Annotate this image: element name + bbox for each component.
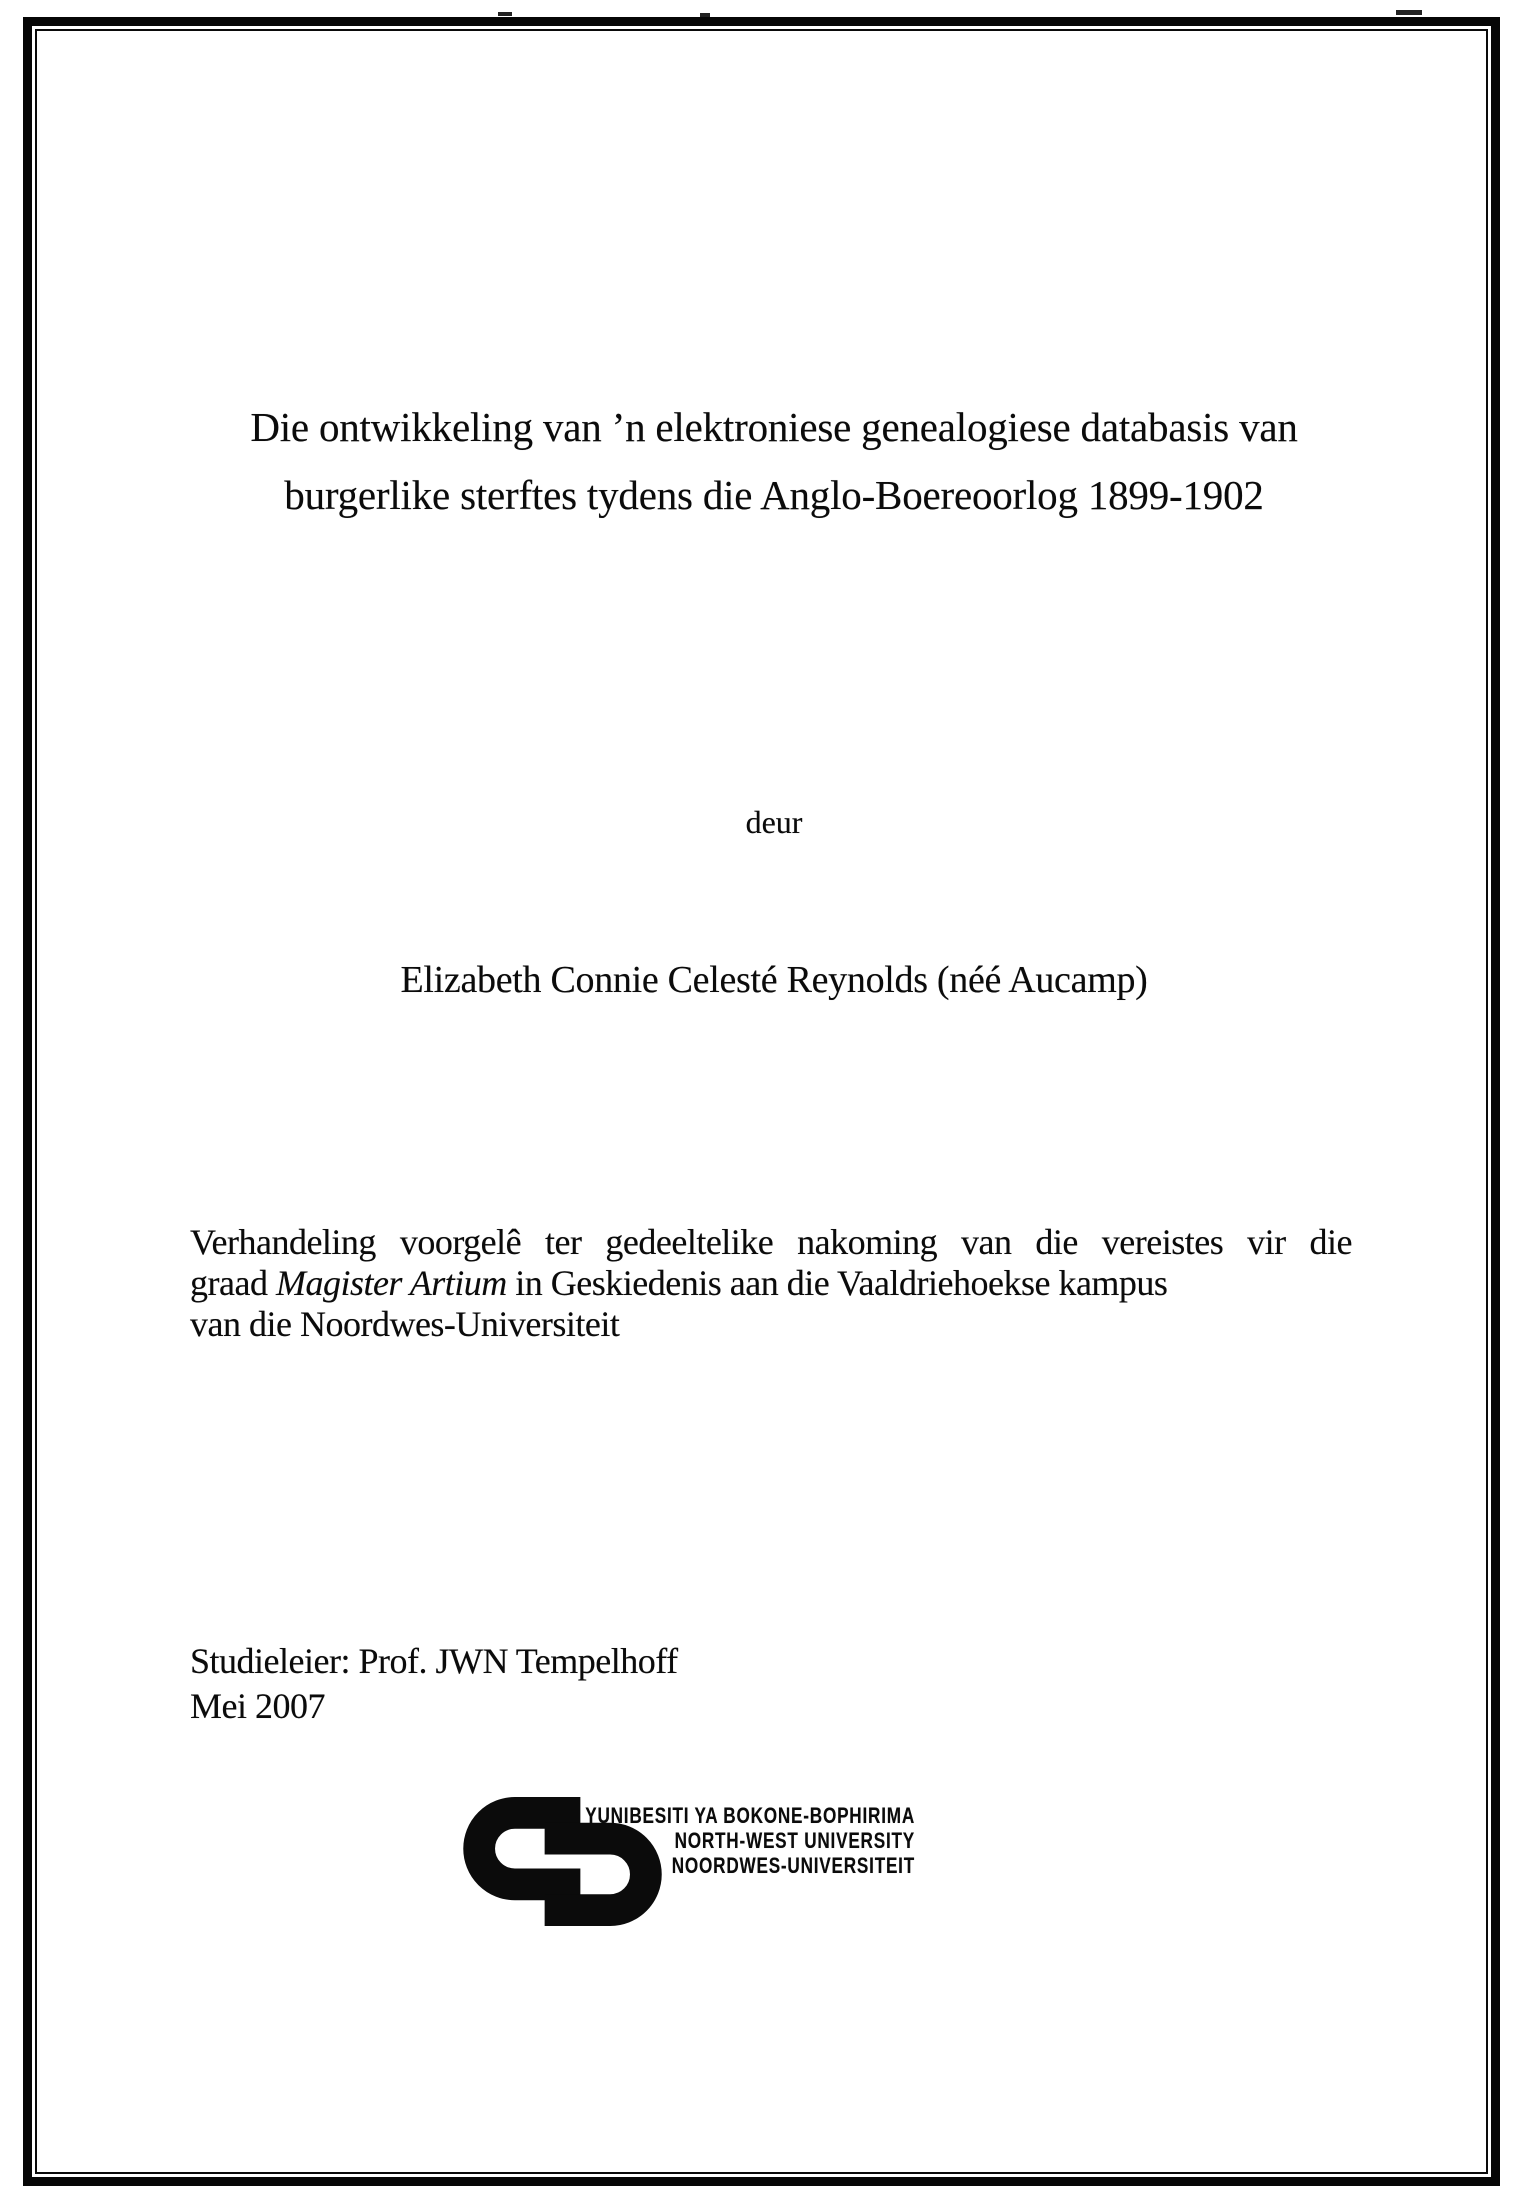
- logo-text-line-afrikaans: NOORDWES-UNIVERSITEIT: [671, 1853, 915, 1878]
- thesis-title-line-1: Die ontwikkeling van ’n elektroniese genealogiese databasis van: [250, 404, 1298, 450]
- degree-statement-line-1: Verhandeling voorgelê ter gedeeltelike nakoming van die vereistes vir die: [190, 1222, 1352, 1262]
- logo-text-line-setswana: YUNIBESITI YA BOKONE-BOPHIRIMA: [585, 1803, 915, 1828]
- author-name: Elizabeth Connie Celesté Reynolds (néé Aucamp): [400, 959, 1148, 1001]
- scan-artifact: [1396, 10, 1422, 15]
- supervisor-block: [190, 1639, 678, 1729]
- degree-statement-line2-post: in Geskiedenis aan die Vaaldriehoekse kampus: [506, 1263, 1168, 1303]
- byline-deur: deur: [745, 804, 803, 840]
- degree-statement-line2-pre: graad: [190, 1263, 276, 1303]
- logo-text-line-english: NORTH-WEST UNIVERSITY: [674, 1828, 915, 1853]
- thesis-title-line-2: burgerlike sterftes tydens die Anglo-Boereoorlog 1899-1902: [284, 472, 1264, 518]
- scan-artifact: [498, 12, 512, 16]
- university-logo: [463, 1797, 933, 1937]
- degree-statement-line-2: [190, 1263, 1352, 1304]
- degree-name-italic: Magister Artium: [275, 1263, 507, 1303]
- degree-statement: [190, 1222, 1352, 1345]
- date-line: Mei 2007: [190, 1686, 325, 1726]
- thesis-title: [160, 393, 1388, 529]
- university-logo-text: [562, 1803, 915, 1878]
- degree-statement-line-3: van die Noordwes-Universiteit: [190, 1304, 620, 1344]
- supervisor-line: Studieleier: Prof. JWN Tempelhoff: [190, 1641, 678, 1681]
